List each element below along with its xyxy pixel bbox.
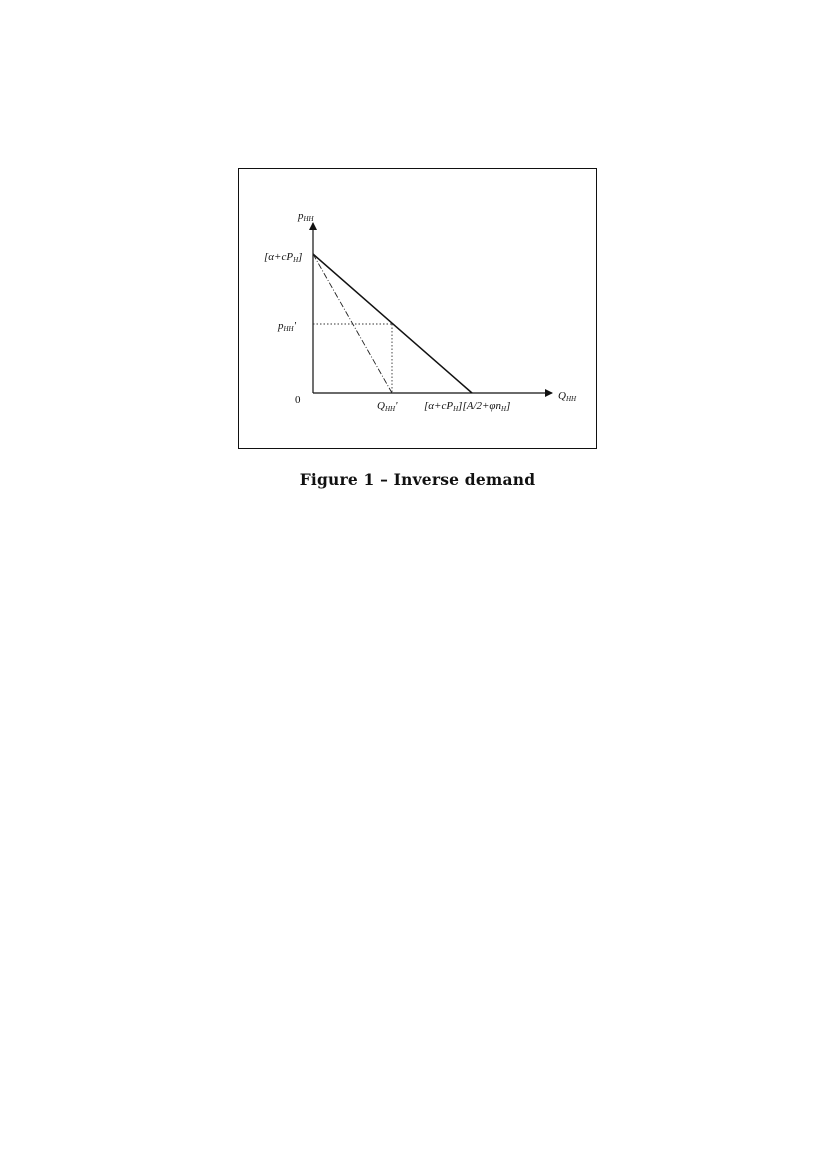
origin-label: 0 xyxy=(295,394,301,406)
x-intercept-label: [α+cPH][A/2+φnH] xyxy=(424,400,511,413)
price-marker-label: pHH' xyxy=(278,320,296,333)
y-intercept-label: [α+cPH] xyxy=(264,251,303,264)
y-axis-label: pHH xyxy=(298,210,314,223)
quantity-marker-label: QHH' xyxy=(377,400,398,413)
x-axis-label: QHH xyxy=(558,390,577,403)
steeper-demand-line xyxy=(313,254,392,393)
figure-caption: Figure 1 – Inverse demand xyxy=(299,470,536,489)
inverse-demand-line xyxy=(313,254,472,393)
